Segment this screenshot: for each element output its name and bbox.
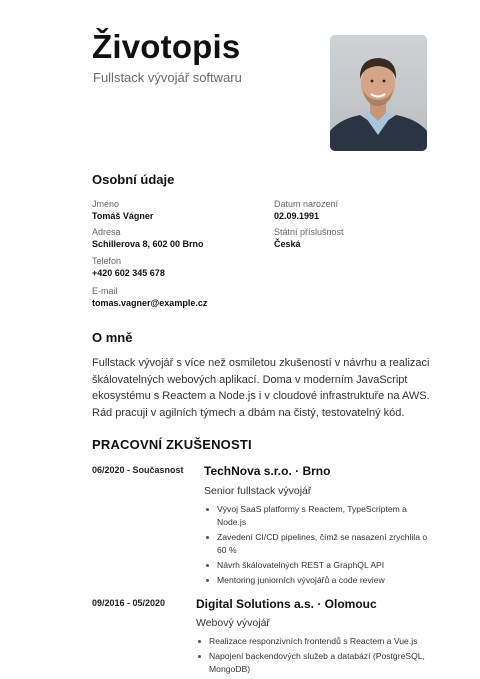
profile-photo xyxy=(330,35,427,151)
list-item: Vývoj SaaS platformy s Reactem, TypeScriptem a Node.js xyxy=(204,503,436,529)
phone-label: Telefon xyxy=(92,256,122,266)
job-bullets xyxy=(196,635,436,678)
address-value: Schillerova 8, 602 00 Brno xyxy=(92,239,204,249)
list-item: Mentoring juniorních vývojářů a code review xyxy=(204,574,436,587)
phone-value: +420 602 345 678 xyxy=(92,268,165,278)
job-role: Senior fullstack vývojář xyxy=(204,485,312,497)
nationality-value: Česká xyxy=(274,239,301,249)
email-value: tomas.vagner@example.cz xyxy=(92,298,208,308)
list-item: Zavedení CI/CD pipelines, čímž se nasazení zrychlila o 60 % xyxy=(204,531,436,557)
job-company: Digital Solutions a.s. · Olomouc xyxy=(196,597,377,611)
job-date: 06/2020 - Současnost xyxy=(92,465,184,475)
phone-field xyxy=(92,256,165,279)
experience-heading: PRACOVNÍ ZKUŠENOSTI xyxy=(92,437,252,452)
about-heading: O mně xyxy=(92,330,133,345)
birth-field xyxy=(274,199,338,222)
address-label: Adresa xyxy=(92,227,121,237)
personal-heading: Osobní údaje xyxy=(92,172,175,187)
address-field xyxy=(92,227,204,250)
name-label: Jméno xyxy=(92,199,120,209)
about-text: Fullstack vývojář s více než osmiletou zkušeností v návrhu a realizaci škálovatelných webových aplikací. Doma v moderním JavaScript ekosystému s Reactem a Node.js i v cloudové infrastruktuře na AWS. Rád pracuji v agilních týmech a dbám na čistý, testovatelný kód. xyxy=(92,357,430,419)
job-date: 09/2016 - 05/2020 xyxy=(92,598,166,608)
birth-value: 02.09.1991 xyxy=(274,211,320,221)
email-field xyxy=(92,286,207,309)
name-value: Tomáš Vágner xyxy=(92,211,154,221)
nationality-label: Státní příslušnost xyxy=(274,227,344,237)
page-subtitle: Fullstack vývojář softwaru xyxy=(93,70,242,85)
list-item: Realizace responzivních frontendů s Reactem a Vue.js xyxy=(196,635,436,648)
list-item: Napojení backendových služeb a databází (PostgreSQL, MongoDB) xyxy=(196,650,436,676)
job-company: TechNova s.r.o. · Brno xyxy=(204,464,331,478)
page-title: Životopis xyxy=(92,28,241,65)
list-item: Návrh škálovatelných REST a GraphQL API xyxy=(204,559,436,572)
nationality-field xyxy=(274,227,344,250)
portrait-image xyxy=(330,35,427,151)
job-bullets xyxy=(204,503,436,590)
name-field xyxy=(92,199,153,222)
email-label: E-mail xyxy=(92,286,118,296)
birth-label: Datum narození xyxy=(274,199,339,209)
job-role: Webový vývojář xyxy=(196,617,270,629)
